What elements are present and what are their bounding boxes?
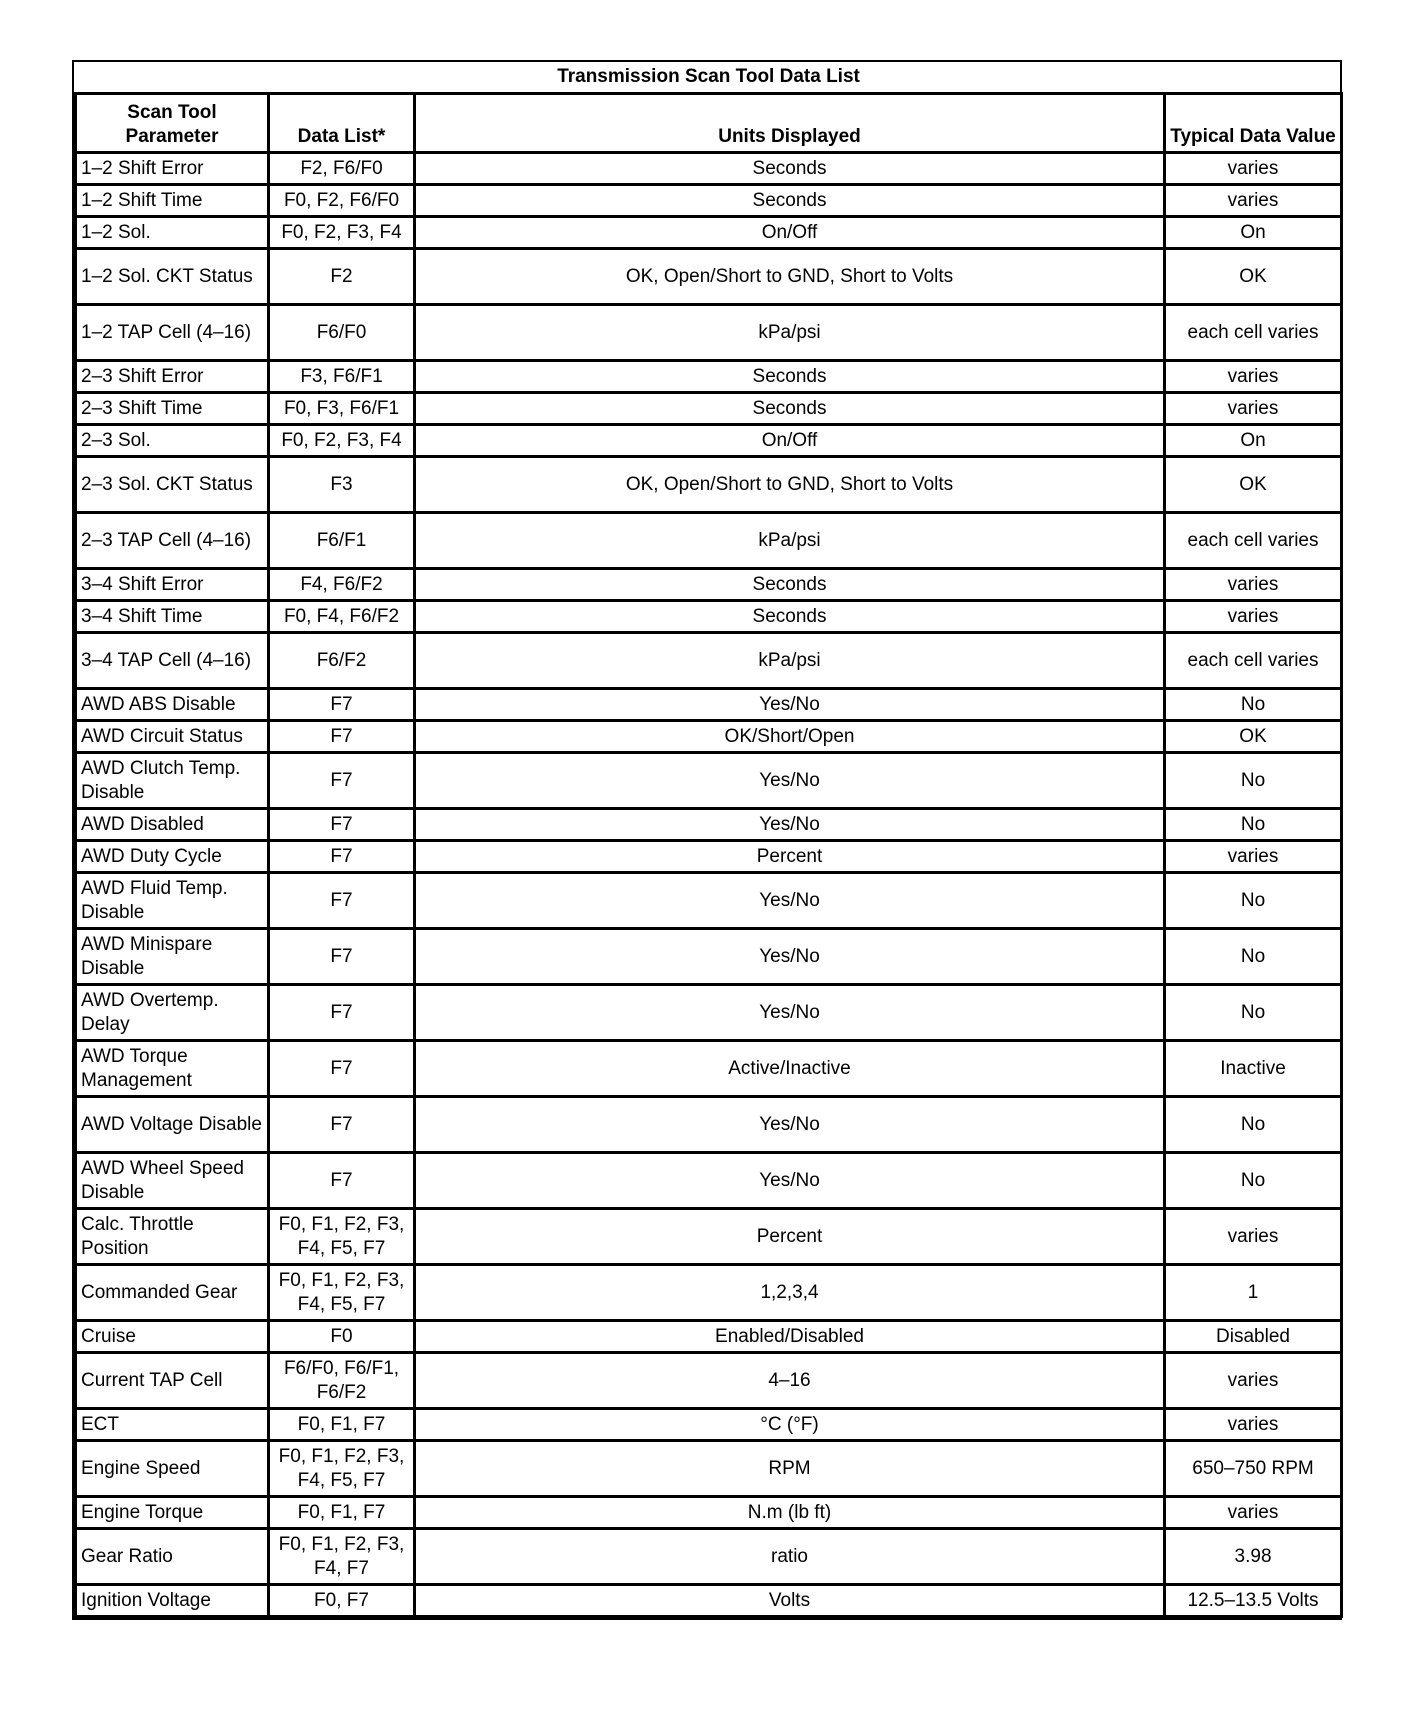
typical-value-cell: each cell varies (1165, 513, 1342, 569)
data-list-cell: F7 (269, 841, 415, 873)
table-row (76, 689, 1342, 721)
typical-value-cell: varies (1165, 1409, 1342, 1441)
typical-value-cell: 3.98 (1165, 1529, 1342, 1585)
units-cell: kPa/psi (415, 305, 1165, 361)
typical-value-cell: varies (1165, 601, 1342, 633)
units-cell: On/Off (415, 425, 1165, 457)
parameter-cell: 2–3 Sol. (76, 425, 269, 457)
table-body (76, 153, 1342, 1617)
data-list-cell: F7 (269, 753, 415, 809)
table-row (76, 753, 1342, 809)
table-row (76, 569, 1342, 601)
parameter-cell: Cruise (76, 1321, 269, 1353)
units-cell: Seconds (415, 569, 1165, 601)
units-cell: Percent (415, 1209, 1165, 1265)
typical-value-cell: No (1165, 689, 1342, 721)
units-cell: On/Off (415, 217, 1165, 249)
table-row (76, 393, 1342, 425)
units-cell: OK/Short/Open (415, 721, 1165, 753)
parameter-cell: 3–4 Shift Error (76, 569, 269, 601)
table-row (76, 1409, 1342, 1441)
typical-value-cell: varies (1165, 393, 1342, 425)
parameter-cell: AWD Fluid Temp. Disable (76, 873, 269, 929)
table-row (76, 361, 1342, 393)
table-row (76, 305, 1342, 361)
table-row (76, 1209, 1342, 1265)
units-cell: RPM (415, 1441, 1165, 1497)
data-list-cell: F0, F3, F6/F1 (269, 393, 415, 425)
data-list-cell: F0, F1, F7 (269, 1409, 415, 1441)
units-cell: Yes/No (415, 929, 1165, 985)
data-list-cell: F0, F1, F2, F3, F4, F5, F7 (269, 1441, 415, 1497)
data-list-cell: F0, F7 (269, 1585, 415, 1617)
units-cell: Seconds (415, 393, 1165, 425)
units-cell: OK, Open/Short to GND, Short to Volts (415, 249, 1165, 305)
table-row (76, 1041, 1342, 1097)
table-row (76, 601, 1342, 633)
parameter-cell: AWD Clutch Temp. Disable (76, 753, 269, 809)
units-cell: Volts (415, 1585, 1165, 1617)
parameter-cell: AWD Wheel Speed Disable (76, 1153, 269, 1209)
data-list-cell: F6/F0 (269, 305, 415, 361)
table-row (76, 929, 1342, 985)
typical-value-cell: No (1165, 753, 1342, 809)
parameter-cell: Commanded Gear (76, 1265, 269, 1321)
data-list-cell: F0, F1, F2, F3, F4, F7 (269, 1529, 415, 1585)
parameter-cell: 1–2 TAP Cell (4–16) (76, 305, 269, 361)
table-row (76, 1265, 1342, 1321)
typical-value-cell: varies (1165, 1353, 1342, 1409)
table-row (76, 1153, 1342, 1209)
data-list-cell: F0, F4, F6/F2 (269, 601, 415, 633)
table-row (76, 153, 1342, 185)
units-cell: kPa/psi (415, 513, 1165, 569)
parameter-cell: Calc. Throttle Position (76, 1209, 269, 1265)
units-cell: Yes/No (415, 873, 1165, 929)
typical-value-cell: each cell varies (1165, 633, 1342, 689)
units-cell: 1,2,3,4 (415, 1265, 1165, 1321)
header-units-displayed: Units Displayed (415, 94, 1165, 153)
table-row (76, 721, 1342, 753)
parameter-cell: AWD Torque Management (76, 1041, 269, 1097)
typical-value-cell: No (1165, 809, 1342, 841)
table-row (76, 1441, 1342, 1497)
typical-value-cell: varies (1165, 361, 1342, 393)
table-row (76, 1585, 1342, 1617)
typical-value-cell: On (1165, 425, 1342, 457)
typical-value-cell: No (1165, 929, 1342, 985)
units-cell: Yes/No (415, 1097, 1165, 1153)
parameter-cell: 1–2 Sol. (76, 217, 269, 249)
units-cell: Yes/No (415, 985, 1165, 1041)
parameter-cell: AWD ABS Disable (76, 689, 269, 721)
parameter-cell: AWD Disabled (76, 809, 269, 841)
table-row (76, 1353, 1342, 1409)
parameter-cell: Engine Speed (76, 1441, 269, 1497)
typical-value-cell: OK (1165, 721, 1342, 753)
units-cell: Yes/No (415, 689, 1165, 721)
parameter-cell: Ignition Voltage (76, 1585, 269, 1617)
data-list-cell: F7 (269, 985, 415, 1041)
parameter-cell: 3–4 TAP Cell (4–16) (76, 633, 269, 689)
typical-value-cell: varies (1165, 153, 1342, 185)
units-cell: Seconds (415, 153, 1165, 185)
parameter-cell: 1–2 Shift Error (76, 153, 269, 185)
typical-value-cell: 650–750 RPM (1165, 1441, 1342, 1497)
data-list-cell: F2 (269, 249, 415, 305)
units-cell: °C (°F) (415, 1409, 1165, 1441)
data-list-cell: F0, F2, F3, F4 (269, 217, 415, 249)
data-list-cell: F3, F6/F1 (269, 361, 415, 393)
parameter-cell: 2–3 Sol. CKT Status (76, 457, 269, 513)
units-cell: 4–16 (415, 1353, 1165, 1409)
table-row (76, 1321, 1342, 1353)
data-list-cell: F0, F2, F6/F0 (269, 185, 415, 217)
table-row (76, 249, 1342, 305)
units-cell: Yes/No (415, 1153, 1165, 1209)
parameter-cell: 3–4 Shift Time (76, 601, 269, 633)
data-list-cell: F7 (269, 689, 415, 721)
data-list-cell: F7 (269, 1041, 415, 1097)
units-cell: Seconds (415, 185, 1165, 217)
units-cell: kPa/psi (415, 633, 1165, 689)
data-list-cell: F6/F0, F6/F1, F6/F2 (269, 1353, 415, 1409)
typical-value-cell: Inactive (1165, 1041, 1342, 1097)
parameter-cell: AWD Overtemp. Delay (76, 985, 269, 1041)
parameter-cell: 1–2 Shift Time (76, 185, 269, 217)
data-list-cell: F6/F2 (269, 633, 415, 689)
parameter-cell: AWD Voltage Disable (76, 1097, 269, 1153)
data-list-cell: F6/F1 (269, 513, 415, 569)
table-row (76, 185, 1342, 217)
units-cell: Active/Inactive (415, 1041, 1165, 1097)
table-row (76, 457, 1342, 513)
data-list-cell: F7 (269, 929, 415, 985)
data-list-cell: F0, F1, F7 (269, 1497, 415, 1529)
data-list-cell: F2, F6/F0 (269, 153, 415, 185)
parameter-cell: AWD Minispare Disable (76, 929, 269, 985)
typical-value-cell: No (1165, 985, 1342, 1041)
header-scan-tool-parameter: Scan Tool Parameter (76, 94, 269, 153)
data-list-cell: F0, F2, F3, F4 (269, 425, 415, 457)
units-cell: Seconds (415, 361, 1165, 393)
scan-tool-data-table (72, 60, 1342, 1620)
units-cell: Yes/No (415, 753, 1165, 809)
table-row (76, 1529, 1342, 1585)
parameter-cell: 2–3 Shift Error (76, 361, 269, 393)
table-row (76, 985, 1342, 1041)
parameter-cell: 2–3 Shift Time (76, 393, 269, 425)
data-list-cell: F4, F6/F2 (269, 569, 415, 601)
typical-value-cell: On (1165, 217, 1342, 249)
units-cell: ratio (415, 1529, 1165, 1585)
units-cell: Enabled/Disabled (415, 1321, 1165, 1353)
table-row (76, 1497, 1342, 1529)
table-row (76, 1097, 1342, 1153)
table-row (76, 217, 1342, 249)
data-list-cell: F0, F1, F2, F3, F4, F5, F7 (269, 1209, 415, 1265)
parameter-cell: AWD Circuit Status (76, 721, 269, 753)
header-typical-data-value: Typical Data Value (1165, 94, 1342, 153)
units-cell: N.m (lb ft) (415, 1497, 1165, 1529)
data-list-cell: F0 (269, 1321, 415, 1353)
data-list-cell: F7 (269, 873, 415, 929)
parameter-cell: Current TAP Cell (76, 1353, 269, 1409)
typical-value-cell: varies (1165, 185, 1342, 217)
typical-value-cell: OK (1165, 457, 1342, 513)
parameter-cell: ECT (76, 1409, 269, 1441)
table-row (76, 841, 1342, 873)
typical-value-cell: Disabled (1165, 1321, 1342, 1353)
data-list-cell: F3 (269, 457, 415, 513)
typical-value-cell: No (1165, 1097, 1342, 1153)
typical-value-cell: varies (1165, 1209, 1342, 1265)
parameter-cell: 2–3 TAP Cell (4–16) (76, 513, 269, 569)
table-title: Transmission Scan Tool Data List (76, 62, 1342, 94)
data-list-cell: F7 (269, 1097, 415, 1153)
typical-value-cell: varies (1165, 1497, 1342, 1529)
units-cell: OK, Open/Short to GND, Short to Volts (415, 457, 1165, 513)
typical-value-cell: varies (1165, 841, 1342, 873)
typical-value-cell: 1 (1165, 1265, 1342, 1321)
table-row (76, 513, 1342, 569)
data-list-cell: F0, F1, F2, F3, F4, F5, F7 (269, 1265, 415, 1321)
units-cell: Yes/No (415, 809, 1165, 841)
parameter-cell: Gear Ratio (76, 1529, 269, 1585)
data-list-cell: F7 (269, 809, 415, 841)
typical-value-cell: varies (1165, 569, 1342, 601)
typical-value-cell: No (1165, 873, 1342, 929)
parameter-cell: 1–2 Sol. CKT Status (76, 249, 269, 305)
table-row (76, 809, 1342, 841)
typical-value-cell: OK (1165, 249, 1342, 305)
units-cell: Seconds (415, 601, 1165, 633)
data-list-cell: F7 (269, 1153, 415, 1209)
data-list-cell: F7 (269, 721, 415, 753)
typical-value-cell: 12.5–13.5 Volts (1165, 1585, 1342, 1617)
units-cell: Percent (415, 841, 1165, 873)
table-row (76, 873, 1342, 929)
table-row (76, 633, 1342, 689)
table-row (76, 425, 1342, 457)
typical-value-cell: each cell varies (1165, 305, 1342, 361)
parameter-cell: AWD Duty Cycle (76, 841, 269, 873)
parameter-cell: Engine Torque (76, 1497, 269, 1529)
header-data-list: Data List* (269, 94, 415, 153)
typical-value-cell: No (1165, 1153, 1342, 1209)
